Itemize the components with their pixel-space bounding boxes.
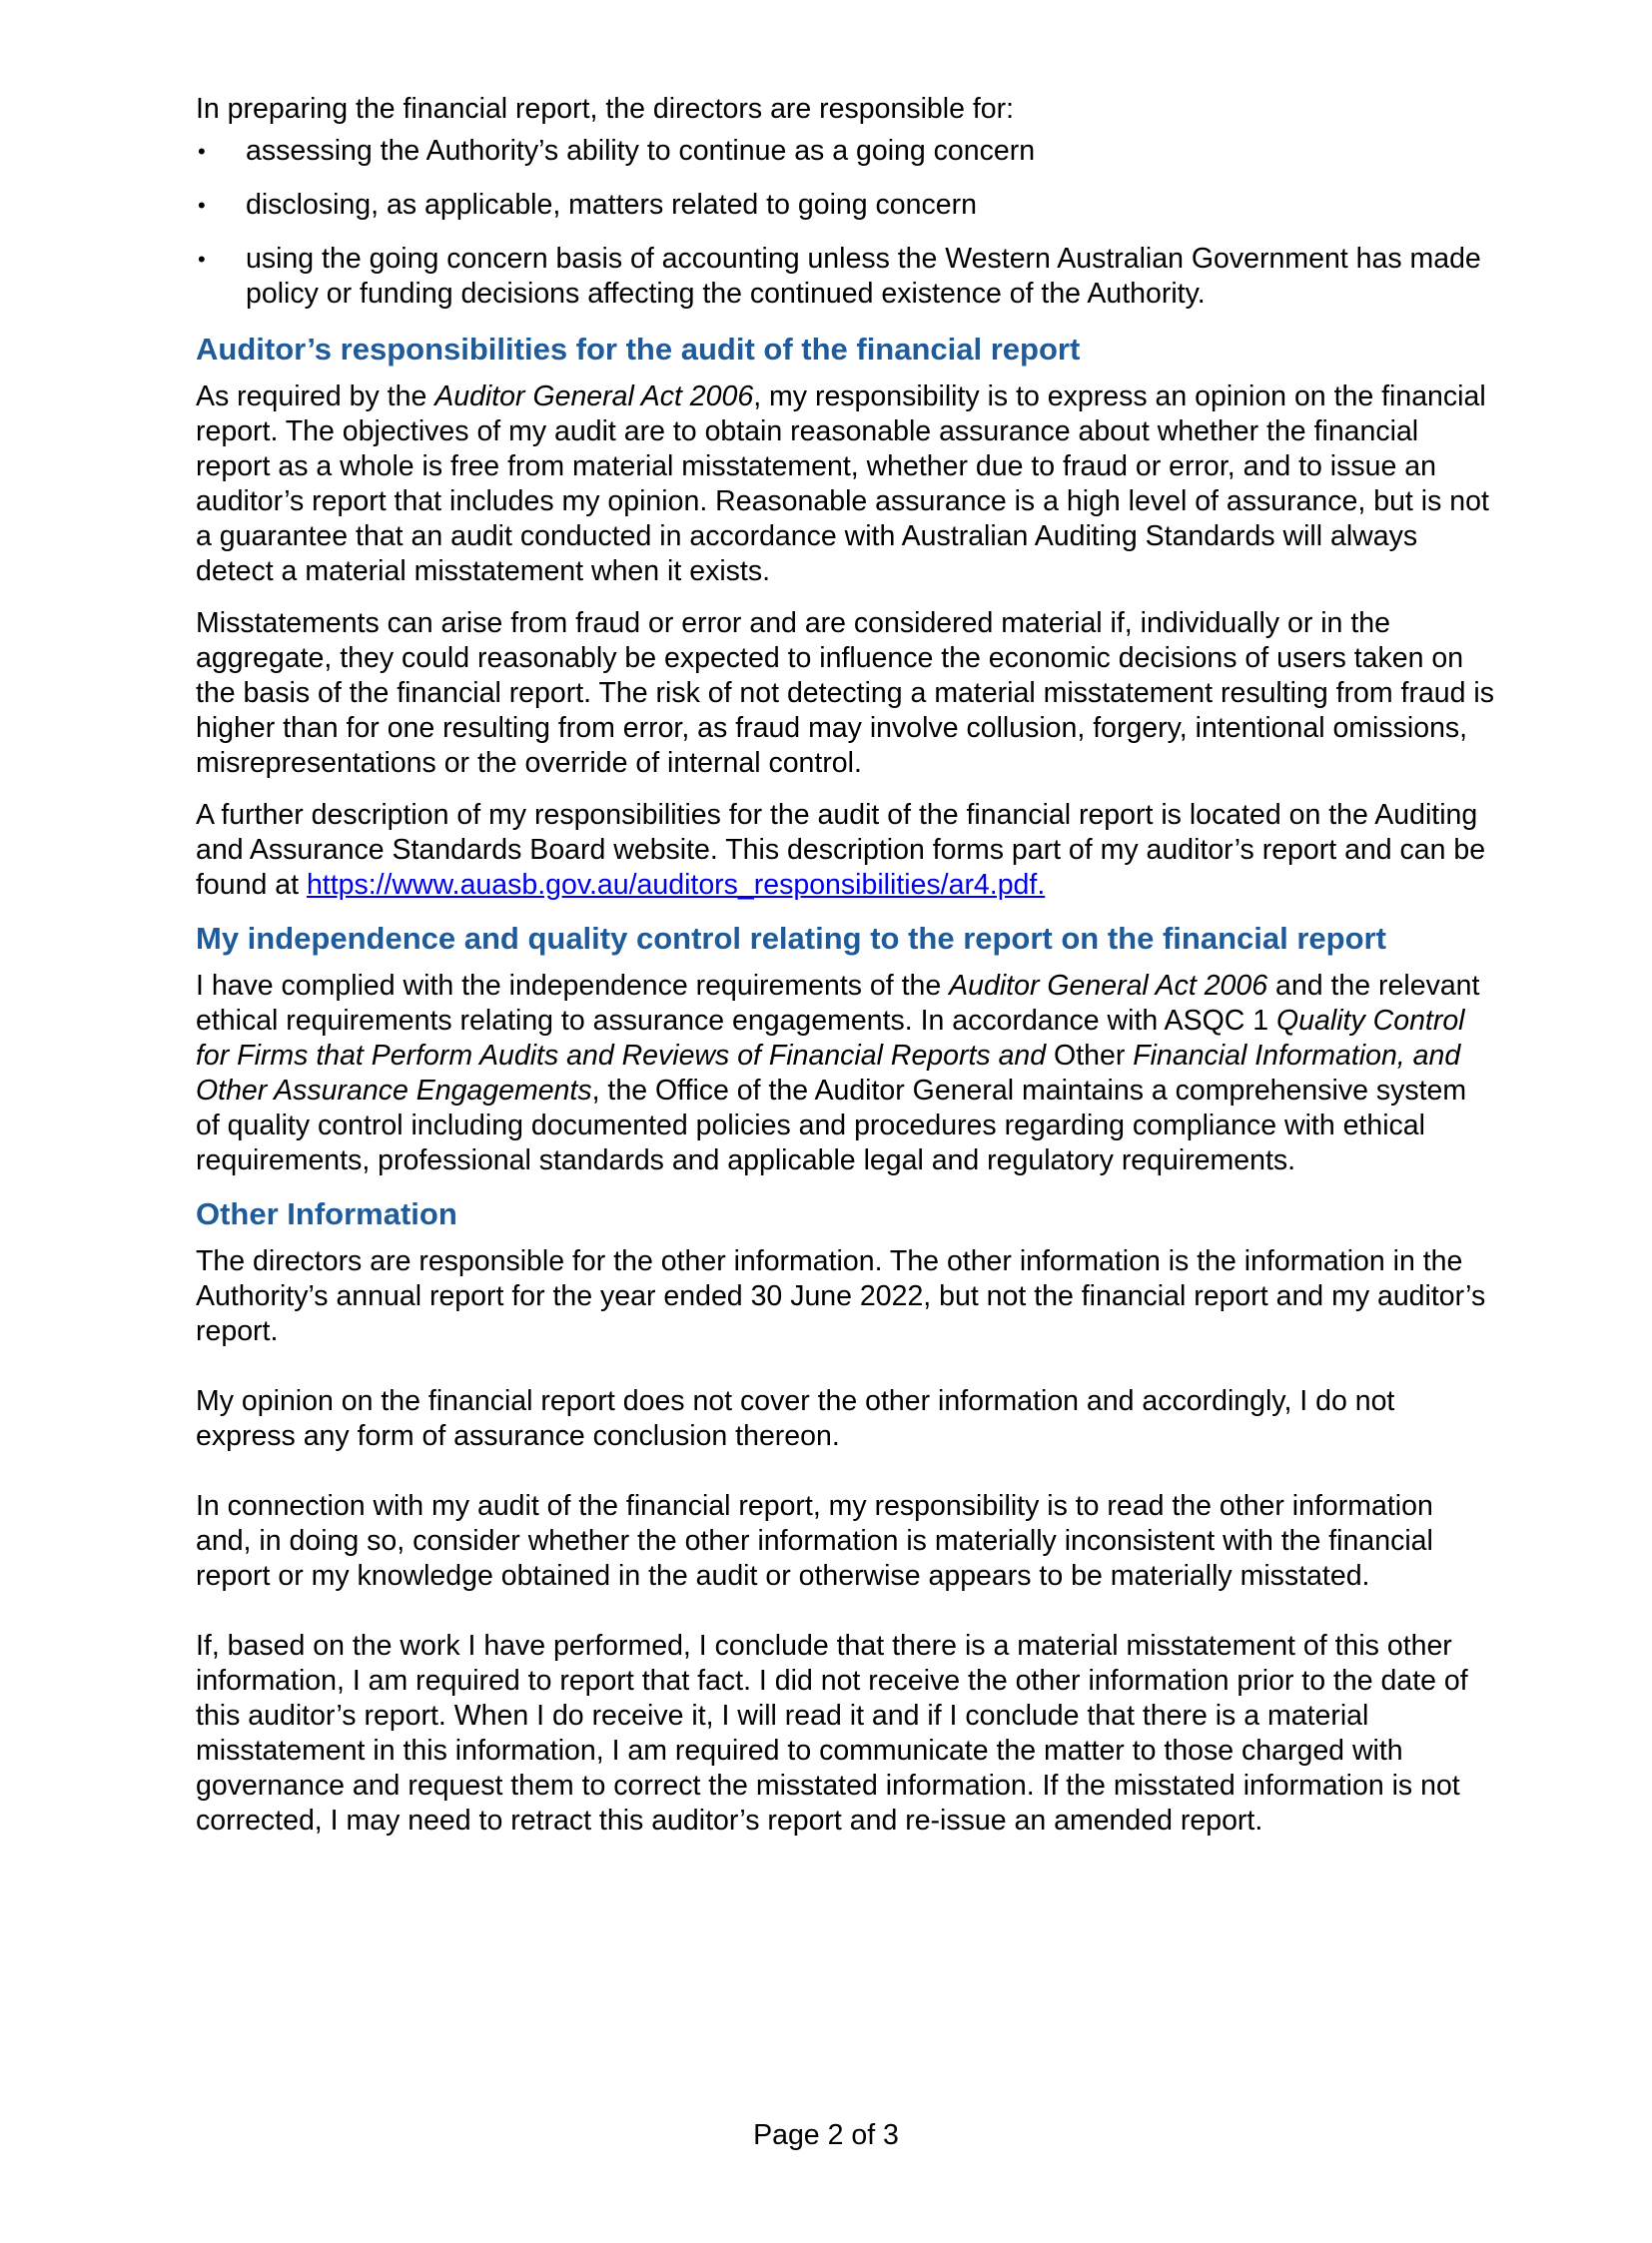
paragraph: In connection with my audit of the financial report, my responsibility is to read the other information and, in doing so, consider whether the other information is materially inconsistent with the financial report or my knowledge obtained in the audit or otherwise appears to be materially misstated. [196,1490,1433,1592]
document-page [196,92,1494,1839]
standard-title: Financial Information, and Other Assurance Engagements [196,1040,1461,1107]
section-heading-auditor-responsibilities: Auditor’s responsibilities for the audit of the financial report [196,332,1081,367]
bullet-icon: • [198,139,206,164]
text-run: A further description of my responsibilities for the audit of the financial report is located on the Auditing and Assurance Standards Board website. This description forms part of my auditor’s report and can be found at [196,799,1486,901]
responsibility-list [196,134,1494,312]
list-item-text: assessing the Authority’s ability to continue as a going concern [246,135,1036,167]
paragraph [196,798,1494,903]
list-item-text: disclosing, as applicable, matters related to going concern [246,189,977,221]
paragraph: If, based on the work I have performed, I conclude that there is a material misstatement of this other information, I am required to report that fact. I did not receive the other information prior to the date of this auditor’s report. When I do receive it, I will read it and if I conclude that there is a material misstatement in this information, I am required to communicate the matter to those charged with governance and request them to correct the misstated information. If the misstated information is not corrected, I may need to retract this auditor’s report and re-issue an amended report. [196,1630,1468,1837]
list-item [196,242,1494,312]
bullet-icon: • [198,247,206,272]
paragraph: Misstatements can arise from fraud or error and are considered material if, individually or in the aggregate, they could reasonably be expected to influence the economic decisions of users taken on the basis of the financial report. The risk of not detecting a material misstatement resulting from fraud is higher than for one resulting from error, as fraud may involve collusion, forgery, intentional omissions, misrepresentations or the override of internal control. [196,607,1495,779]
section-heading-independence: My independence and quality control relating to the report on the financial report [196,921,1386,956]
list-item-text: using the going concern basis of accounting unless the Western Australian Government has made policy or funding decisions affecting the continued existence of the Authority. [246,243,1481,310]
text-run: , my responsibility is to express an opinion on the financial report. The objectives of my audit are to obtain reasonable assurance about whether the financial report as a whole is free from material misstatement, whether due to fraud or error, and to issue an auditor’s report that includes my opinion. Reasonable assurance is a high level of assurance, but is not a guarantee that an audit conducted in accordance with Australian Auditing Standards will always detect a material misstatement when it exists. [196,380,1489,587]
paragraph: My opinion on the financial report does not cover the other information and accordingly, I do not express any form of assurance conclusion thereon. [196,1385,1395,1452]
text-run: , the Office of the Auditor General maintains a comprehensive system of quality control including documented policies and procedures regarding compliance with ethical requirements, professional standards and applicable legal and regulatory requirements. [196,1075,1467,1176]
auasb-link[interactable]: https://www.auasb.gov.au/auditors_responsibilities/ar4.pdf. [306,869,1046,901]
act-title: Auditor General Act 2006 [434,380,754,412]
standard-title: Quality Control for Firms that Perform Audits and Reviews of Financial Reports and [196,1005,1465,1072]
bullet-icon: • [198,193,206,218]
paragraph: The directors are responsible for the other information. The other information is the information in the Authority’s annual report for the year ended 30 June 2022, but not the financial report and my auditor’s report. [196,1245,1486,1347]
text-run: As required by the [196,380,435,412]
text-run: and the relevant ethical requirements relating to assurance engagements. In accordance with ASQC 1 [196,970,1480,1037]
intro-paragraph: In preparing the financial report, the directors are responsible for: [196,93,1015,125]
paragraph [196,379,1494,589]
act-title: Auditor General Act 2006 [949,970,1268,1002]
section-heading-other-information: Other Information [196,1196,457,1231]
paragraph [196,969,1494,1178]
text-run: Other [1046,1040,1134,1072]
list-item [196,134,1494,169]
page-number: Page 2 of 3 [753,2119,899,2151]
list-item [196,188,1494,223]
text-run: I have complied with the independence requirements of the [196,970,950,1002]
